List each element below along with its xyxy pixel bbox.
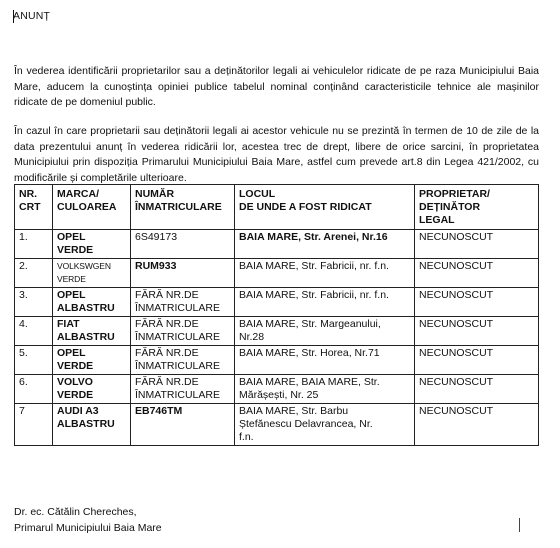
cell-marca: VOLVO VERDE bbox=[53, 375, 131, 404]
cell-loc: BAIA MARE, BAIA MARE, Str. Mărășești, Nr. 25 bbox=[235, 375, 415, 404]
intro-paragraph: În vederea identificării proprietarilor sau a deținătorilor legali ai vehiculelor ridicate de pe raza Municipiului Baia Mare, aducem la cunoștința opiniei publice tabelul nominal conținând caracteristicile tehnice ale mașinilor ridicate de pe domeniul public. bbox=[14, 65, 539, 108]
table-header-row bbox=[15, 185, 539, 230]
table-row bbox=[15, 346, 539, 375]
header-nr-crt: NR. CRT bbox=[15, 185, 53, 230]
cell-marca: OPEL VERDE bbox=[53, 346, 131, 375]
table-row bbox=[15, 317, 539, 346]
cell-marca: VOLKSWGEN VERDE bbox=[53, 259, 131, 288]
cell-nr: 1. bbox=[15, 230, 53, 259]
cell-loc: BAIA MARE, Str. Barbu Ștefănescu Delavrancea, Nr. f.n. bbox=[235, 404, 415, 446]
header-locul: LOCUL DE UNDE A FOST RIDICAT bbox=[235, 185, 415, 230]
cell-loc: BAIA MARE, Str. Horea, Nr.71 bbox=[235, 346, 415, 375]
cell-nr: 7 bbox=[15, 404, 53, 446]
cell-loc: BAIA MARE, Str. Fabricii, nr. f.n. bbox=[235, 288, 415, 317]
cell-numar: EB746TM bbox=[131, 404, 235, 446]
cell-loc: BAIA MARE, Str. Margeanului, Nr.28 bbox=[235, 317, 415, 346]
cell-marca: OPEL VERDE bbox=[53, 230, 131, 259]
cell-numar: 6S49173 bbox=[131, 230, 235, 259]
table-row bbox=[15, 404, 539, 446]
cell-numar: FĂRĂ NR.DE ÎNMATRICULARE bbox=[131, 346, 235, 375]
table-row bbox=[15, 375, 539, 404]
cell-proprietar: NECUNOSCUT bbox=[415, 259, 539, 288]
cell-numar: FĂRĂ NR.DE ÎNMATRICULARE bbox=[131, 288, 235, 317]
cell-proprietar: NECUNOSCUT bbox=[415, 375, 539, 404]
signature-name: Dr. ec. Cătălin Chereches, bbox=[14, 506, 137, 518]
page-edge-marker bbox=[519, 518, 520, 532]
notice-paragraph: În cazul în care proprietarii sau deținătorii legali ai acestor vehicule nu se prezintă în termen de 10 de zile de la data prezentului anunț în vederea ridicării lor, acestea trec de drept, libere de orice sarcini, în proprietatea Municipiului prin dispoziția Primarului Municipiului Baia Mare, astfel cum prevede art.8 din Legea 421/2002, cu modificările și completările ulterioare. bbox=[14, 125, 539, 184]
cell-numar: FĂRĂ NR.DE ÎNMATRICULARE bbox=[131, 375, 235, 404]
cell-nr: 3. bbox=[15, 288, 53, 317]
cell-marca: AUDI A3 ALBASTRU bbox=[53, 404, 131, 446]
document-title: ANUNȚ bbox=[13, 10, 51, 22]
cell-proprietar: NECUNOSCUT bbox=[415, 404, 539, 446]
cell-nr: 5. bbox=[15, 346, 53, 375]
cell-marca: FIAT ALBASTRU bbox=[53, 317, 131, 346]
cell-nr: 4. bbox=[15, 317, 53, 346]
table-row bbox=[15, 288, 539, 317]
header-marca: MARCA/ CULOAREA bbox=[53, 185, 131, 230]
cell-proprietar: NECUNOSCUT bbox=[415, 288, 539, 317]
cell-marca: OPEL ALBASTRU bbox=[53, 288, 131, 317]
signature-title: Primarul Municipiului Baia Mare bbox=[14, 522, 162, 534]
table-row bbox=[15, 230, 539, 259]
cell-proprietar: NECUNOSCUT bbox=[415, 317, 539, 346]
cell-numar: RUM933 bbox=[131, 259, 235, 288]
table-row bbox=[15, 259, 539, 288]
header-proprietar: PROPRIETAR/ DEȚINĂTOR LEGAL bbox=[415, 185, 539, 230]
header-numar: NUMĂR ÎNMATRICULARE bbox=[131, 185, 235, 230]
vehicles-table bbox=[14, 184, 539, 446]
cell-numar: FĂRĂ NR.DE ÎNMATRICULARE bbox=[131, 317, 235, 346]
cell-loc: BAIA MARE, Str. Arenei, Nr.16 bbox=[235, 230, 415, 259]
cell-loc: BAIA MARE, Str. Fabricii, nr. f.n. bbox=[235, 259, 415, 288]
cell-nr: 6. bbox=[15, 375, 53, 404]
cell-nr: 2. bbox=[15, 259, 53, 288]
cell-proprietar: NECUNOSCUT bbox=[415, 346, 539, 375]
cell-proprietar: NECUNOSCUT bbox=[415, 230, 539, 259]
